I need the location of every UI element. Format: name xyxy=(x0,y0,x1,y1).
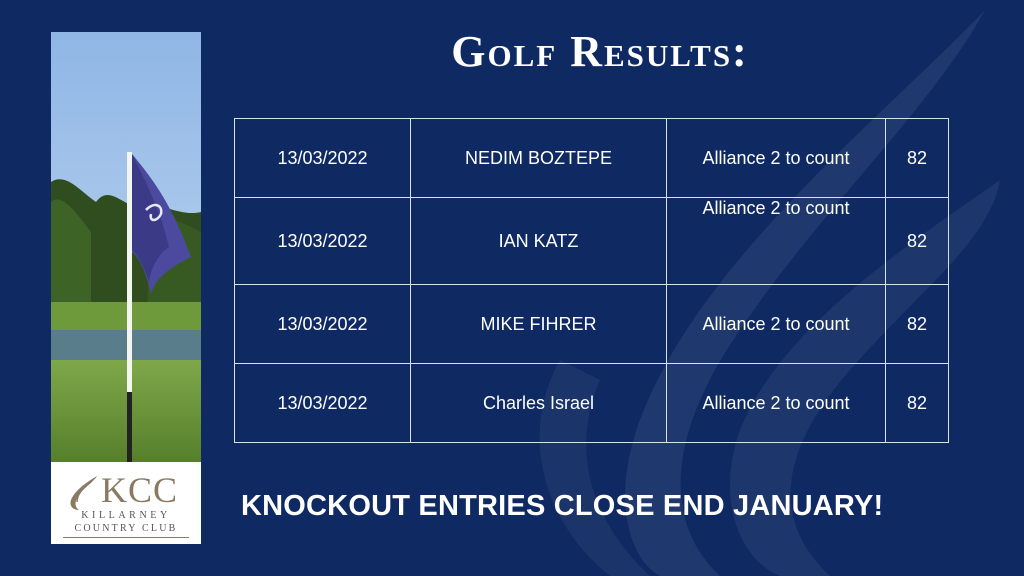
golf-flag-photo xyxy=(51,32,201,462)
score: 82 xyxy=(886,364,949,443)
knockout-notice: KNOCKOUT ENTRIES CLOSE END JANUARY! xyxy=(241,490,884,522)
golf-flag-photo-panel xyxy=(51,32,201,544)
competition-format: Alliance 2 to count xyxy=(667,119,886,198)
competition-format: Alliance 2 to count xyxy=(667,285,886,364)
logo-name-line1: KILLARNEY xyxy=(81,510,171,521)
score: 82 xyxy=(886,198,949,285)
logo-underline xyxy=(63,537,189,538)
player-name: MIKE FIHRER xyxy=(411,285,667,364)
kcc-logo xyxy=(51,462,201,544)
results-table xyxy=(234,118,949,443)
table-row xyxy=(235,198,949,285)
page-title: Golf Results: xyxy=(451,27,749,76)
table-row xyxy=(235,119,949,198)
player-name: NEDIM BOZTEPE xyxy=(411,119,667,198)
player-name: IAN KATZ xyxy=(411,198,667,285)
table-row xyxy=(235,285,949,364)
competition-format: Alliance 2 to count xyxy=(667,198,886,285)
logo-name-line2: COUNTRY CLUB xyxy=(74,523,178,534)
competition-format: Alliance 2 to count xyxy=(667,364,886,443)
score: 82 xyxy=(886,285,949,364)
player-name: Charles Israel xyxy=(411,364,667,443)
result-date: 13/03/2022 xyxy=(235,364,411,443)
feather-swoosh-icon xyxy=(61,472,101,512)
score: 82 xyxy=(886,119,949,198)
result-date: 13/03/2022 xyxy=(235,285,411,364)
logo-initials: KCC xyxy=(101,470,179,510)
result-date: 13/03/2022 xyxy=(235,119,411,198)
table-row xyxy=(235,364,949,443)
result-date: 13/03/2022 xyxy=(235,198,411,285)
